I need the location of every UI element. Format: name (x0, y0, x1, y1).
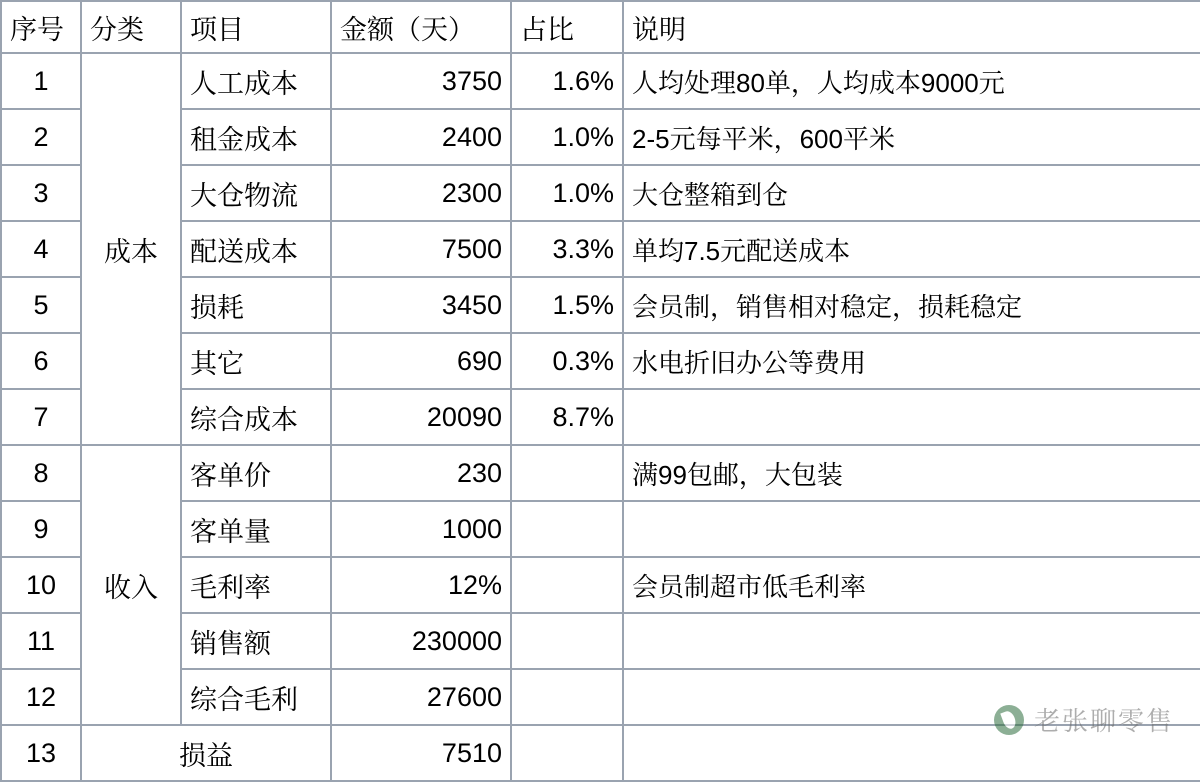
column-header-percent: 占比 (511, 1, 623, 53)
cell-amount: 20090 (331, 389, 511, 445)
table-row (1, 389, 1200, 445)
table-row (1, 669, 1200, 725)
table-row (1, 333, 1200, 389)
cell-amount: 12% (331, 557, 511, 613)
cell-total-amount: 7510 (331, 725, 511, 781)
cell-item: 损耗 (181, 277, 331, 333)
cell-amount: 3450 (331, 277, 511, 333)
watermark-text: 老张聊零售 (1033, 707, 1174, 737)
cell-index: 8 (1, 445, 81, 501)
cell-note (623, 725, 1200, 781)
cell-percent: 1.0% (511, 165, 623, 221)
cell-index: 13 (1, 725, 81, 781)
cell-item: 综合成本 (181, 389, 331, 445)
cell-total-label: 损益 (81, 725, 331, 781)
cell-item: 客单量 (181, 501, 331, 557)
cell-amount: 7500 (331, 221, 511, 277)
cell-note: 2-5元每平米，600平米 (623, 109, 1200, 165)
cell-item: 客单价 (181, 445, 331, 501)
column-header-index: 序号 (1, 1, 81, 53)
cell-amount: 1000 (331, 501, 511, 557)
table-body (1, 53, 1200, 781)
cell-category-income: 收入 (81, 445, 181, 725)
table-row (1, 557, 1200, 613)
cell-percent (511, 669, 623, 725)
cell-amount: 230000 (331, 613, 511, 669)
cell-note: 满99包邮，大包装 (623, 445, 1200, 501)
cell-percent: 8.7% (511, 389, 623, 445)
cell-amount: 2400 (331, 109, 511, 165)
cell-percent (511, 613, 623, 669)
table-row (1, 613, 1200, 669)
cell-percent (511, 557, 623, 613)
cell-percent: 1.0% (511, 109, 623, 165)
cell-index: 1 (1, 53, 81, 109)
cell-percent: 3.3% (511, 221, 623, 277)
cell-item: 配送成本 (181, 221, 331, 277)
cell-index: 5 (1, 277, 81, 333)
cell-category-cost: 成本 (81, 53, 181, 445)
table-header-row (1, 1, 1200, 53)
cell-index: 7 (1, 389, 81, 445)
cell-percent: 1.6% (511, 53, 623, 109)
cell-item: 大仓物流 (181, 165, 331, 221)
table-row (1, 277, 1200, 333)
cell-amount: 230 (331, 445, 511, 501)
table-header (1, 1, 1200, 53)
cell-item: 销售额 (181, 613, 331, 669)
cell-note: 单均7.5元配送成本 (623, 221, 1200, 277)
cell-item: 综合毛利 (181, 669, 331, 725)
cell-index: 11 (1, 613, 81, 669)
cell-amount: 690 (331, 333, 511, 389)
table-row (1, 501, 1200, 557)
table-row (1, 109, 1200, 165)
cell-percent (511, 501, 623, 557)
cell-percent (511, 445, 623, 501)
cell-amount: 2300 (331, 165, 511, 221)
cell-index: 4 (1, 221, 81, 277)
cell-index: 6 (1, 333, 81, 389)
cell-note (623, 389, 1200, 445)
cell-percent: 0.3% (511, 333, 623, 389)
column-header-item: 项目 (181, 1, 331, 53)
column-header-note: 说明 (623, 1, 1200, 53)
cell-index: 3 (1, 165, 81, 221)
cell-index: 9 (1, 501, 81, 557)
cell-note: 水电折旧办公等费用 (623, 333, 1200, 389)
cell-note: 会员制超市低毛利率 (623, 557, 1200, 613)
table-row (1, 221, 1200, 277)
cell-percent (511, 725, 623, 781)
column-header-amount: 金额（天） (331, 1, 511, 53)
cell-index: 12 (1, 669, 81, 725)
cell-amount: 27600 (331, 669, 511, 725)
cell-item: 其它 (181, 333, 331, 389)
cell-note (623, 613, 1200, 669)
cell-item: 人工成本 (181, 53, 331, 109)
cell-note: 会员制，销售相对稳定，损耗稳定 (623, 277, 1200, 333)
cell-index: 2 (1, 109, 81, 165)
cell-note: 人均处理80单，人均成本9000元 (623, 53, 1200, 109)
table-row-total (1, 725, 1200, 781)
table-row (1, 445, 1200, 501)
cell-note (623, 501, 1200, 557)
table-row (1, 165, 1200, 221)
table-row (1, 53, 1200, 109)
column-header-category: 分类 (81, 1, 181, 53)
cell-index: 10 (1, 557, 81, 613)
cell-item: 租金成本 (181, 109, 331, 165)
cell-item: 毛利率 (181, 557, 331, 613)
cell-note (623, 669, 1200, 725)
cell-note: 大仓整箱到仓 (623, 165, 1200, 221)
cell-amount: 3750 (331, 53, 511, 109)
cell-percent: 1.5% (511, 277, 623, 333)
